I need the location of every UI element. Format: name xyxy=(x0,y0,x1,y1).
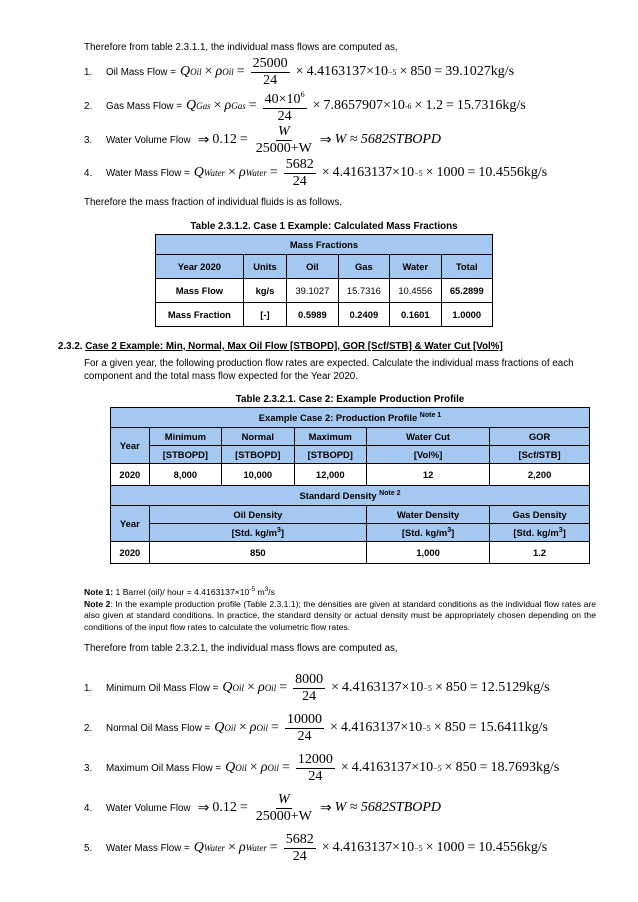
table1-header: Total xyxy=(441,255,492,279)
density-unit: [Std. $kg/m^3$] xyxy=(149,524,366,542)
table1-title: Mass Fractions xyxy=(156,235,493,255)
max-oil-mass-flow-equation xyxy=(84,748,559,788)
table-cell: 1.2 xyxy=(490,542,590,564)
table1-header: Units xyxy=(243,255,286,279)
equation-math: Q Water × ρ Water = $\frac{5682}{24}$ × 4.4163137 ×10 −5 × 1000 = 10.4556 kg/s xyxy=(193,831,548,864)
density-header: Water Density xyxy=(367,506,490,524)
equation-label: Minimum Oil Mass Flow = xyxy=(106,682,219,694)
table-cell: 1,000 xyxy=(367,542,490,564)
table-cell: 10.4556 xyxy=(390,279,441,303)
equation-label: Gas Mass Flow = xyxy=(106,100,182,112)
equation-label: Water Volume Flow xyxy=(106,134,191,146)
table-cell: [-] xyxy=(243,303,286,327)
table-cell: 12,000 xyxy=(294,464,366,486)
table-cell: 2020 xyxy=(111,542,150,564)
table2-caption: Table 2.3.2.1. Case 2: Example Production Profile xyxy=(235,394,465,405)
equation-label: Oil Mass Flow = xyxy=(106,66,176,78)
table-row xyxy=(156,279,493,303)
table2-unit: [STBOPD] xyxy=(222,446,294,464)
table2-header: Minimum xyxy=(149,428,221,446)
table2-unit: [STBOPD] xyxy=(294,446,366,464)
intro-text-1: Therefore from table 2.3.1.1, the individual mass flows are computed as, xyxy=(84,42,398,53)
equation-label: Normal Oil Mass Flow = xyxy=(106,722,211,734)
table2-header: Normal xyxy=(222,428,294,446)
table2-title xyxy=(111,408,590,428)
equation-number: 1. xyxy=(84,66,93,78)
equation-label: Maximum Oil Mass Flow = xyxy=(106,762,222,774)
table2-unit: [Vol%] xyxy=(367,446,490,464)
section-title: Case 2 Example: Min, Normal, Max Oil Flow [STBOPD], GOR [Scf/STB] & Water Cut [Vol%] xyxy=(85,341,503,352)
note-2: Note 2: In the example production profile (Table 2.3.1.1); the densities are given at standard conditions as the individual flow rates are also given at standard conditions. In practice, the standard density or actual density must be appropriately chosen depending on the conditions of the input flow rates to calculate the volumetric flow rates. xyxy=(84,598,597,633)
section-paragraph: For a given year, the following production flow rates are expected. Calculate the individual mass fractions of each component and the total mass flow expected for the Year 2020. xyxy=(84,358,574,382)
notes-block xyxy=(84,584,596,634)
table-cell: 12 xyxy=(367,464,490,486)
table-cell: kg/s xyxy=(243,279,286,303)
density-title-text: Standard Density xyxy=(299,490,377,502)
equation-math: Q Oil × ρ Oil = $\frac{12000}{24}$ × 4.4163137 ×10 −5 × 850 = 18.7693 kg/s xyxy=(225,751,560,784)
table-cell: 1.0000 xyxy=(441,303,492,327)
table1-header: Gas xyxy=(338,255,389,279)
normal-oil-mass-flow-equation xyxy=(84,708,548,748)
table-cell: 0.2409 xyxy=(338,303,389,327)
production-profile-table xyxy=(110,407,590,564)
table2-title-note: Note 1 xyxy=(419,411,442,419)
equation-math: Q Gas × ρ Gas = $\frac{40\times 10^6}{24}$ × 7.8657907 ×10 -6 × 1.2 = 15.7316 kg/s xyxy=(186,87,526,125)
section-heading xyxy=(58,341,503,352)
equation-math: Q Oil × ρ Oil = $\frac{8000}{24}$ × 4.4163137 ×10 −5 × 850 = 12.5129 kg/s xyxy=(222,671,550,704)
section-number: 2.3.2. xyxy=(58,341,83,352)
table2-density-title xyxy=(111,486,590,506)
table-cell: 2,200 xyxy=(490,464,590,486)
equation-number: 2. xyxy=(84,722,93,734)
water-mass-flow-equation xyxy=(84,153,547,193)
table-cell: 0.5989 xyxy=(287,303,338,327)
table-cell: 0.1601 xyxy=(390,303,441,327)
table-cell: 15.7316 xyxy=(338,279,389,303)
equation-number: 3. xyxy=(84,762,93,774)
table-cell: 8,000 xyxy=(149,464,221,486)
equation-math: ⇒ 0.12 = $\frac{W}{25000+W}$ ⇒ W ≈ 5682 STBOPD xyxy=(197,791,442,824)
table-cell: 65.2899 xyxy=(441,279,492,303)
table-cell: Mass Flow xyxy=(156,279,244,303)
table2-header: GOR xyxy=(490,428,590,446)
water-volume-flow-equation-2 xyxy=(84,788,441,828)
table2-title-text: Example Case 2: Production Profile xyxy=(258,412,418,424)
equation-number: 1. xyxy=(84,682,93,694)
table2-unit: [Scf/STB] xyxy=(490,446,590,464)
note-1: Note 1: 1 Barrel (oil)/ hour = $4.4163137\times 10^{-5}$ $m^3/s$ xyxy=(84,586,275,597)
equation-number: 3. xyxy=(84,134,93,146)
density-unit: [Std. $kg/m^3$] xyxy=(367,524,490,542)
density-header: Oil Density xyxy=(149,506,366,524)
table-row xyxy=(156,303,493,327)
table-cell: 2020 xyxy=(111,464,150,486)
table1-caption: Table 2.3.1.2. Case 1 Example: Calculated Mass Fractions xyxy=(190,221,458,232)
equation-label: Water Volume Flow xyxy=(106,802,191,814)
equation-number: 4. xyxy=(84,802,93,814)
table1-header: Water xyxy=(390,255,441,279)
equation-number: 2. xyxy=(84,100,93,112)
density-unit: [Std. $kg/m^3$] xyxy=(490,524,590,542)
intro-text-2: Therefore the mass fraction of individual fluids is as follows, xyxy=(84,197,343,208)
equation-math: Q Water × ρ Water = $\frac{5682}{24}$ × 4.4163137 ×10 −5 × 1000 = 10.4556 kg/s xyxy=(193,156,548,189)
table-row xyxy=(111,542,590,564)
equation-label: Water Mass Flow = xyxy=(106,167,190,179)
year-header: Year xyxy=(111,428,150,464)
density-title-note: Note 2 xyxy=(379,489,401,497)
table1-header: Year 2020 xyxy=(156,255,244,279)
intro-text-3: Therefore from table 2.3.2.1, the individual mass flows are computed as, xyxy=(84,643,398,654)
equation-math: Q Oil × ρ Oil = $\frac{25000}{24}$ × 4.4163137 ×10 −5 × 850 = 39.1027 kg/s xyxy=(179,55,515,88)
water-mass-flow-equation-2 xyxy=(84,828,547,868)
equation-label: Water Mass Flow = xyxy=(106,842,190,854)
mass-fractions-table xyxy=(155,234,493,327)
table-cell: Mass Fraction xyxy=(156,303,244,327)
density-header: Gas Density xyxy=(490,506,590,524)
equation-number: 4. xyxy=(84,167,93,179)
min-oil-mass-flow-equation xyxy=(84,668,550,708)
table2-header: Maximum xyxy=(294,428,366,446)
equation-math: Q Oil × ρ Oil = $\frac{10000}{24}$ × 4.4163137 ×10 −5 × 850 = 15.6411 kg/s xyxy=(214,711,548,744)
table-cell: 850 xyxy=(149,542,366,564)
table2-unit: [STBOPD] xyxy=(149,446,221,464)
year-header: Year xyxy=(111,506,150,542)
table-cell: 39.1027 xyxy=(287,279,338,303)
table-row xyxy=(111,464,590,486)
equation-number: 5. xyxy=(84,842,93,854)
table1-header: Oil xyxy=(287,255,338,279)
table2-header: Water Cut xyxy=(367,428,490,446)
equation-math: ⇒ 0.12 = $\frac{W}{25000+W}$ ⇒ W ≈ 5682 STBOPD xyxy=(197,123,442,156)
table-cell: 10,000 xyxy=(222,464,294,486)
